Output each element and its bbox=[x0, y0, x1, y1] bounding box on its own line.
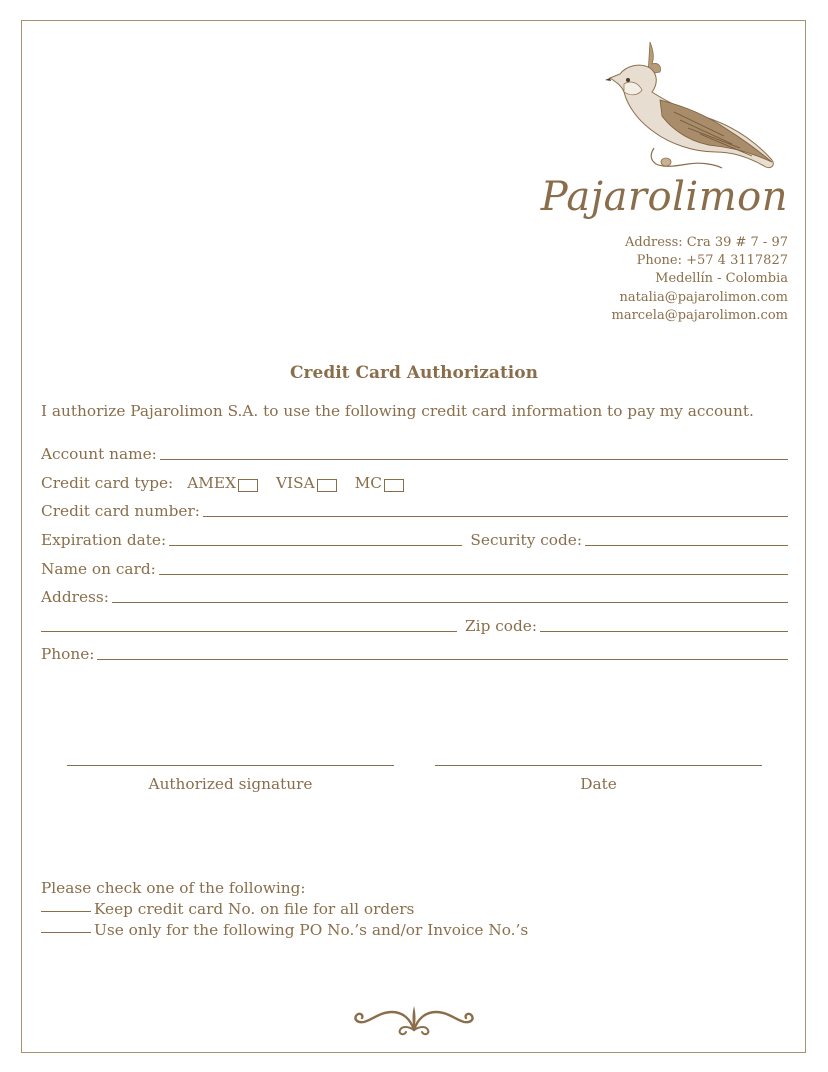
date-line[interactable] bbox=[435, 765, 762, 767]
expiration-row bbox=[41, 527, 788, 549]
brand-logo: Pajarolimon bbox=[540, 174, 788, 220]
option-keep-on-file bbox=[41, 899, 528, 920]
card-type-row bbox=[41, 470, 788, 492]
bird-illustration bbox=[604, 40, 780, 182]
contact-email-marcela: marcela@pajarolimon.com bbox=[611, 307, 788, 323]
address-field[interactable] bbox=[112, 601, 788, 603]
option-only-blank[interactable] bbox=[41, 932, 91, 933]
contact-block bbox=[612, 234, 788, 325]
security-code-field[interactable] bbox=[585, 544, 788, 546]
check-prompt: Please check one of the following: bbox=[41, 879, 306, 897]
option-use-only bbox=[41, 920, 528, 941]
option-only-label: Use only for the following PO No.’s and/or Invoice No.’s bbox=[94, 921, 529, 939]
name-on-card-label: Name on card: bbox=[41, 560, 156, 578]
account-name-field[interactable] bbox=[160, 458, 788, 460]
account-name-label: Account name: bbox=[41, 445, 157, 463]
option-keep-label: Keep credit card No. on file for all orders bbox=[94, 900, 415, 918]
address-line2-row bbox=[41, 613, 788, 635]
phone-field[interactable] bbox=[97, 658, 788, 660]
account-name-row bbox=[41, 441, 788, 463]
security-code-label: Security code: bbox=[470, 531, 582, 549]
flourish-ornament bbox=[352, 1000, 476, 1036]
address-row bbox=[41, 584, 788, 606]
visa-checkbox[interactable] bbox=[317, 479, 337, 492]
name-on-card-field[interactable] bbox=[159, 573, 788, 575]
card-option-mc: MC bbox=[354, 474, 382, 492]
form-title: Credit Card Authorization bbox=[290, 363, 538, 383]
address-label: Address: bbox=[41, 588, 109, 606]
signature-label: Authorized signature bbox=[148, 775, 313, 793]
check-options bbox=[41, 878, 528, 941]
expiration-label: Expiration date: bbox=[41, 531, 167, 549]
contact-address: Address: Cra 39 # 7 - 97 bbox=[624, 235, 788, 250]
amex-checkbox[interactable] bbox=[238, 479, 258, 492]
contact-email-natalia: natalia@pajarolimon.com bbox=[619, 289, 788, 305]
card-number-row bbox=[41, 498, 788, 520]
zip-code-label: Zip code: bbox=[465, 617, 537, 635]
date-label: Date bbox=[580, 775, 617, 793]
mc-checkbox[interactable] bbox=[384, 479, 404, 492]
card-number-label: Credit card number: bbox=[41, 502, 200, 520]
contact-phone: Phone: +57 4 3117827 bbox=[636, 253, 788, 269]
contact-city: Medellín - Colombia bbox=[655, 271, 788, 287]
expiration-field[interactable] bbox=[169, 544, 462, 546]
zip-code-field[interactable] bbox=[540, 630, 788, 632]
option-keep-blank[interactable] bbox=[41, 911, 91, 912]
signature-line[interactable] bbox=[67, 765, 394, 767]
name-on-card-row bbox=[41, 556, 788, 578]
phone-label: Phone: bbox=[41, 645, 95, 663]
address-line2-field[interactable] bbox=[41, 630, 457, 632]
card-number-field[interactable] bbox=[203, 515, 788, 517]
card-option-amex: AMEX bbox=[187, 474, 236, 492]
card-option-visa: VISA bbox=[276, 474, 315, 492]
phone-row bbox=[41, 641, 788, 663]
card-type-label: Credit card type: bbox=[41, 474, 174, 492]
intro-text: I authorize Pajarolimon S.A. to use the following credit card information to pay my account. bbox=[41, 402, 754, 420]
